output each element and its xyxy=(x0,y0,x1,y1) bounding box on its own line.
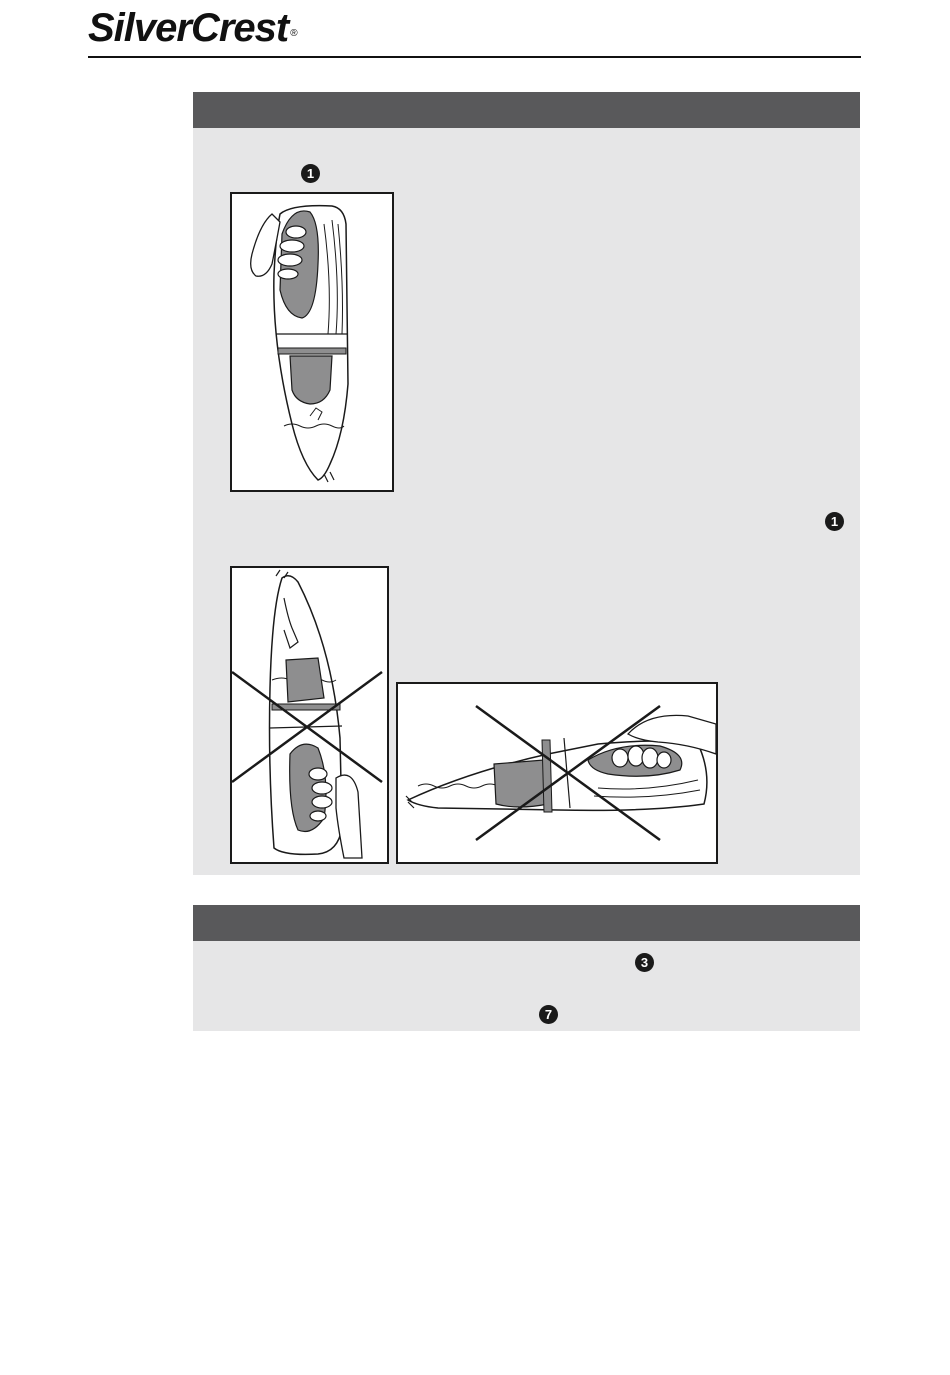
iron-upright-illustration xyxy=(232,194,392,490)
iron-upside-down-figure xyxy=(230,566,389,864)
callout-badge-1-top: 1 xyxy=(301,164,320,183)
iron-flat-illustration xyxy=(398,684,716,862)
iron-upright-figure xyxy=(230,192,394,492)
callout-badge-1-right: 1 xyxy=(825,512,844,531)
section-panel-2 xyxy=(193,905,860,1031)
registered-mark: ® xyxy=(290,28,297,39)
iron-flat-figure xyxy=(396,682,718,864)
callout-badge-3: 3 xyxy=(635,953,654,972)
header-rule xyxy=(88,56,861,58)
section-header-bar-1 xyxy=(193,92,860,128)
section-panel-1 xyxy=(193,92,860,875)
iron-upside-down-illustration xyxy=(232,568,387,862)
brand-logo: SilverCrest ® xyxy=(88,6,297,50)
section-header-bar-2 xyxy=(193,905,860,941)
callout-badge-7: 7 xyxy=(539,1005,558,1024)
